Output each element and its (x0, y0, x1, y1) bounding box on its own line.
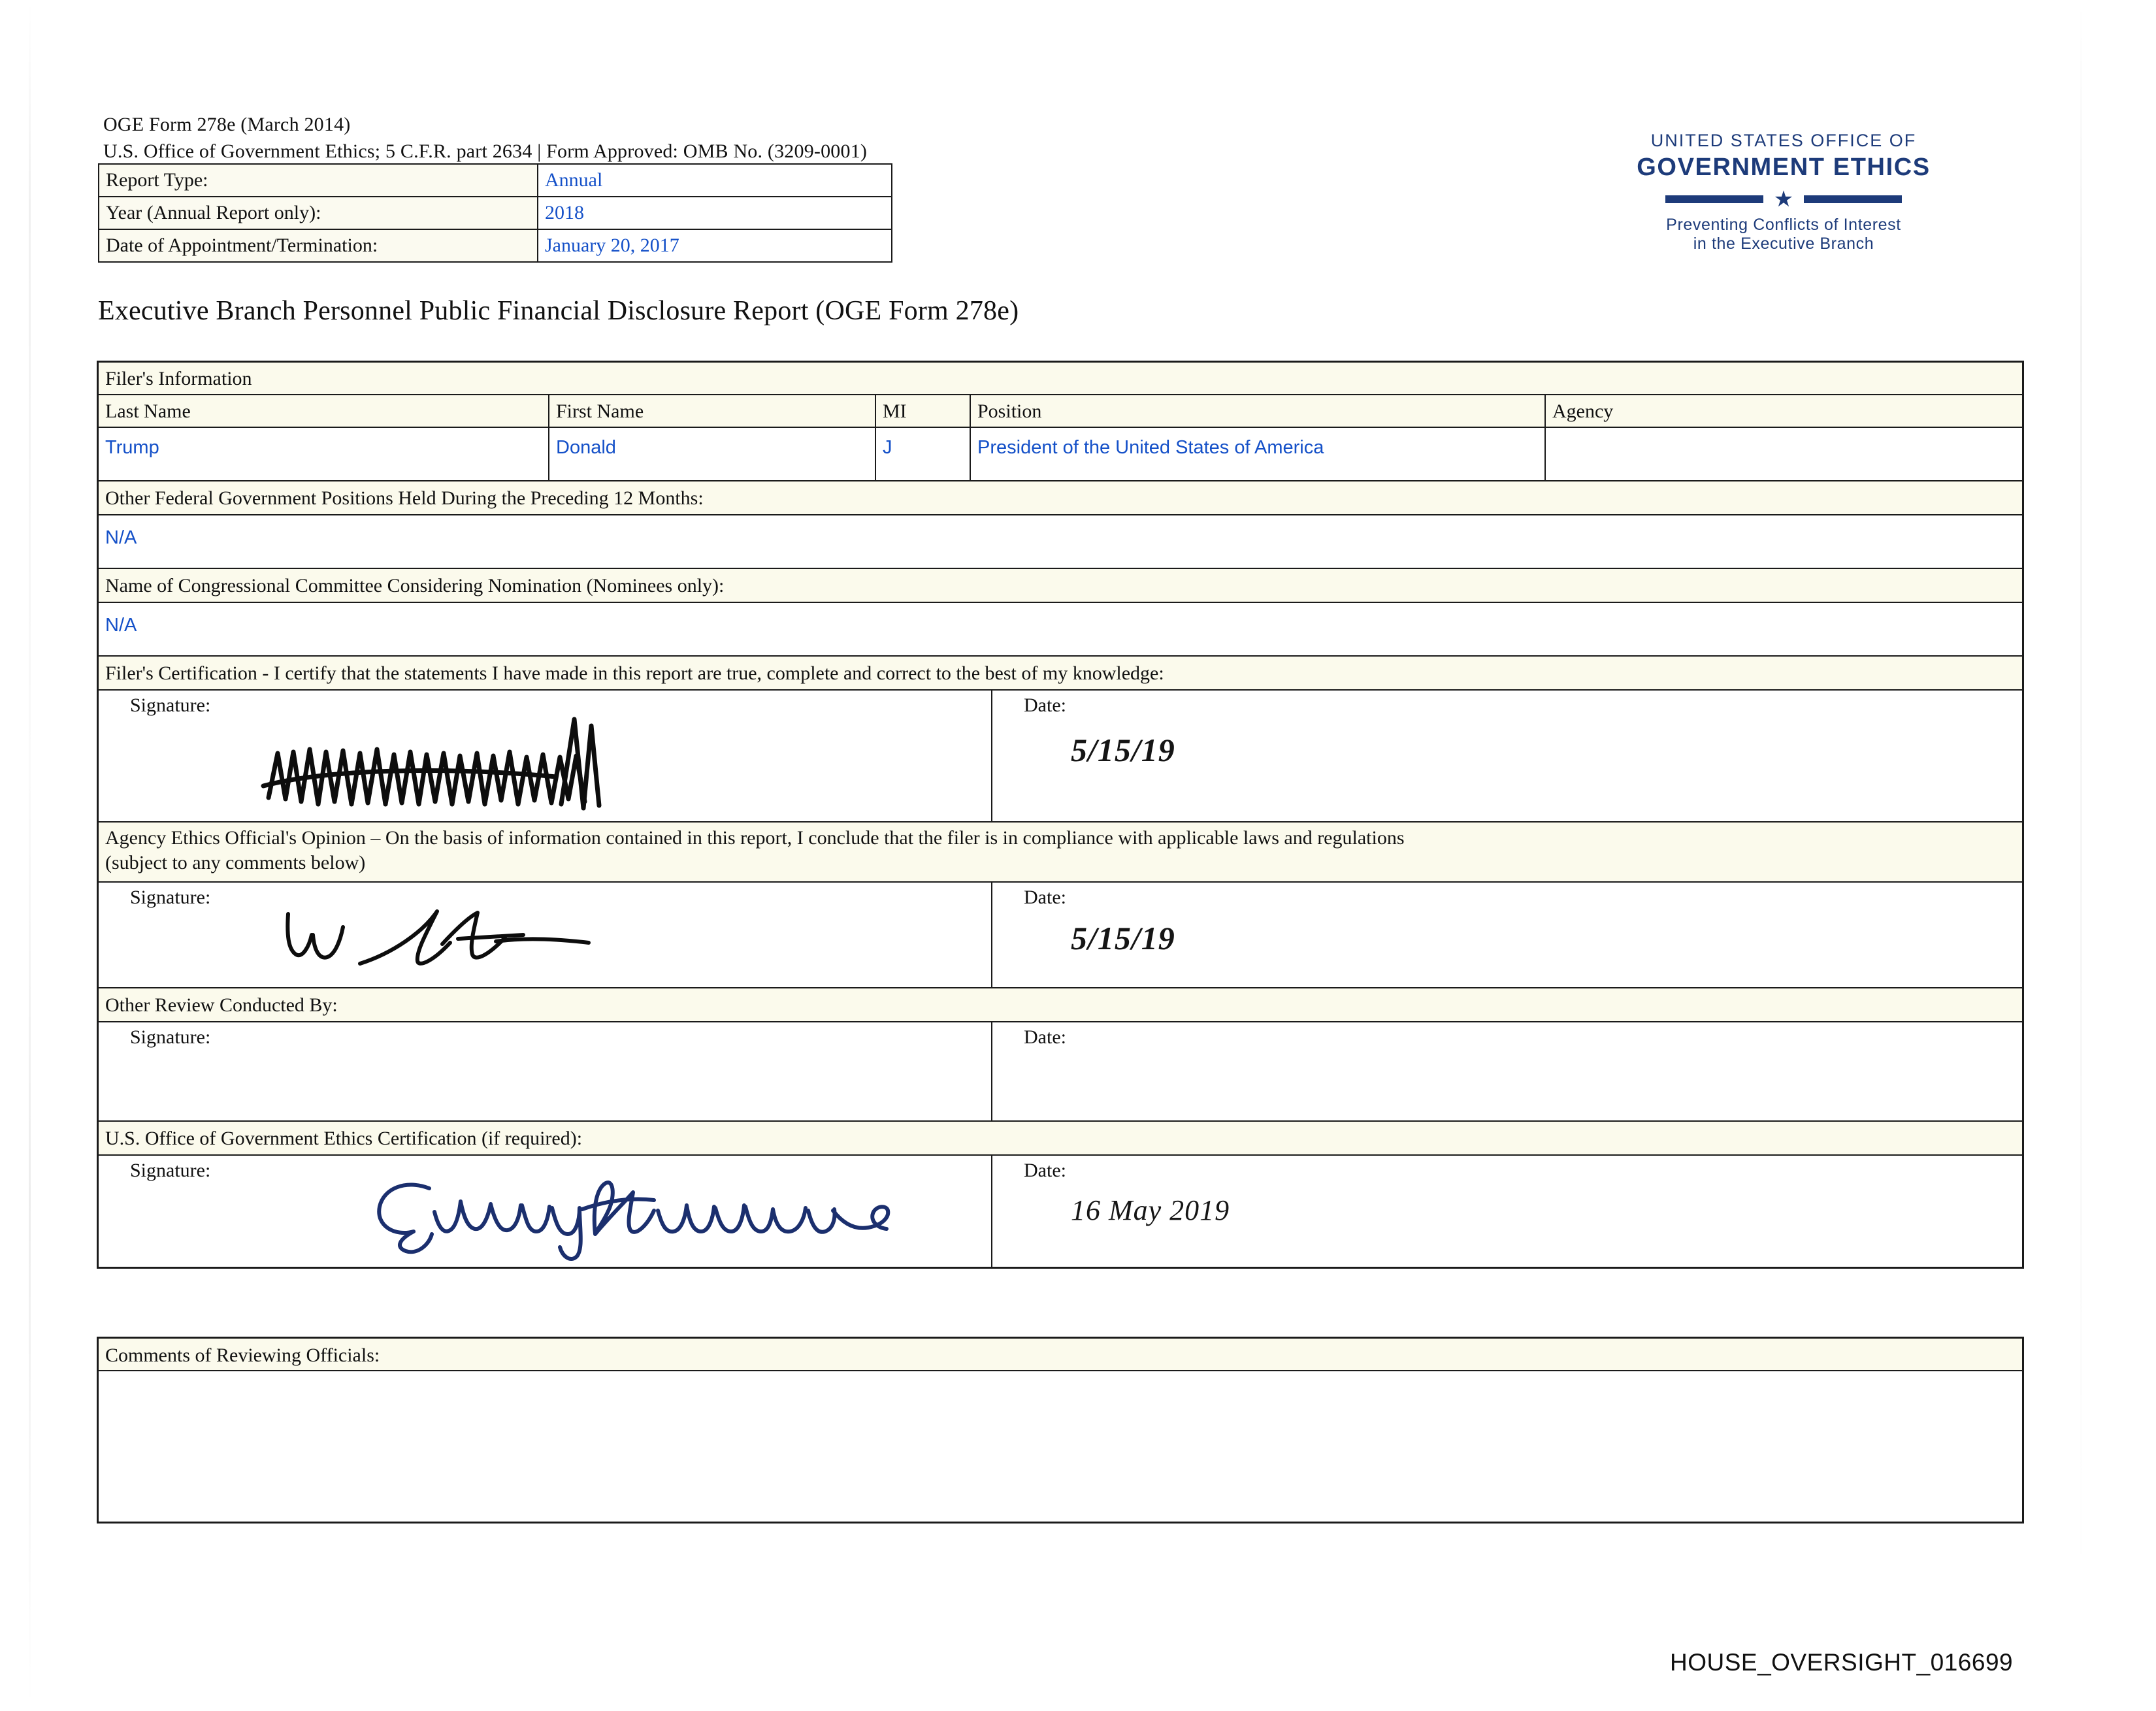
report-year-value: 2018 (538, 197, 892, 229)
report-type-value: Annual (538, 164, 892, 197)
star-icon: ★ (1773, 187, 1794, 212)
page-title: Executive Branch Personnel Public Financial Disclosure Report (OGE Form 278e) (98, 296, 1019, 326)
oge-signature-cell (99, 1156, 992, 1267)
oge-date-value: 16 May 2019 (1071, 1194, 1230, 1226)
column-header-position: Position (971, 395, 1546, 427)
agency-signature-image (262, 901, 641, 979)
filers-information-title: Filer's Information (105, 368, 252, 389)
other-review-date-cell (992, 1022, 2022, 1120)
filer-column-header-row (99, 395, 2022, 428)
agency-signature-label: Signature: (130, 887, 211, 908)
bates-number: HOUSE_OVERSIGHT_016699 (1670, 1649, 2014, 1676)
oge-rule-right-bar (1804, 195, 1902, 203)
filer-agency-value (1546, 428, 2022, 480)
filer-certification-label-row (99, 657, 2022, 691)
comments-section (97, 1337, 2024, 1524)
report-year-label: Year (Annual Report only): (99, 197, 538, 229)
other-review-signature-label: Signature: (130, 1026, 211, 1048)
oge-rule-left-bar (1665, 195, 1763, 203)
filer-certification-label: Filer's Certification - I certify that the statements I have made in this report are true, complete and correct to the best of my knowledge: (105, 662, 1164, 684)
other-positions-label: Other Federal Government Positions Held During the Preceding 12 Months: (105, 487, 704, 509)
filer-signature-label: Signature: (130, 694, 211, 716)
oge-seal-line1: UNITED STATES OFFICE OF (1650, 131, 1917, 150)
filers-information-header-row (99, 363, 2022, 395)
other-review-signature-cell (99, 1022, 992, 1120)
agency-date-cell (992, 883, 2022, 987)
oge-seal-line4: in the Executive Branch (1693, 235, 1874, 253)
other-review-signature-row (99, 1022, 2022, 1122)
agency-date-value: 5/15/19 (1071, 920, 1175, 956)
oge-certification-label-row (99, 1122, 2022, 1156)
agency-opinion-label (99, 823, 2022, 881)
other-positions-label-row (99, 481, 2022, 515)
table-row (99, 229, 892, 262)
filer-date-value: 5/15/19 (1071, 732, 1175, 768)
form-approval-line: U.S. Office of Government Ethics; 5 C.F.R. part 2634 | Form Approved: OMB No. (3209-0001) (103, 140, 868, 162)
oge-seal-line2: GOVERNMENT ETHICS (1637, 154, 1931, 181)
oge-date-cell (992, 1156, 2022, 1267)
filer-first-name-value: Donald (549, 428, 876, 480)
other-review-date-label: Date: (1024, 1026, 1066, 1048)
comments-value (99, 1371, 2022, 1522)
oge-signature-row (99, 1156, 2022, 1267)
column-header-first-name: First Name (549, 395, 876, 427)
comments-label: Comments of Reviewing Officials: (99, 1339, 2022, 1371)
filer-signature-image (249, 706, 654, 824)
column-header-last-name: Last Name (99, 395, 549, 427)
report-type-label: Report Type: (99, 164, 538, 197)
agency-signature-cell (99, 883, 992, 987)
appointment-date-label: Date of Appointment/Termination: (99, 229, 538, 262)
agency-opinion-label-row (99, 823, 2022, 883)
filer-signature-cell (99, 691, 992, 821)
appointment-date-value: January 20, 2017 (538, 229, 892, 262)
other-review-label: Other Review Conducted By: (105, 994, 338, 1016)
table-row (99, 197, 892, 229)
agency-opinion-line1: Agency Ethics Official's Opinion – On the basis of information contained in this report, I conclude that the filer is in compliance with applicable laws and regulations (105, 827, 1405, 849)
agency-date-label: Date: (1024, 887, 1066, 908)
committee-value: N/A (105, 615, 137, 636)
oge-date-label: Date: (1024, 1160, 1066, 1181)
committee-label: Name of Congressional Committee Considering Nomination (Nominees only): (105, 575, 725, 596)
filer-date-cell (992, 691, 2022, 821)
scan-edge-left (29, 0, 31, 1711)
filer-position-value: President of the United States of America (971, 428, 1546, 480)
filer-signature-row (99, 691, 2022, 823)
other-positions-value: N/A (105, 527, 137, 548)
oge-signature-image (367, 1171, 909, 1263)
filer-mi-value: J (876, 428, 971, 480)
oge-certification-label: U.S. Office of Government Ethics Certification (if required): (105, 1128, 583, 1149)
agency-opinion-line2: (subject to any comments below) (105, 851, 366, 873)
oge-signature-label: Signature: (130, 1160, 211, 1181)
scan-edge-right (2080, 0, 2082, 1594)
filer-date-label: Date: (1024, 694, 1066, 716)
other-positions-value-row (99, 515, 2022, 569)
committee-label-row (99, 569, 2022, 603)
column-header-agency: Agency (1552, 400, 1614, 422)
oge-seal-rule (1594, 188, 1973, 210)
disclosure-form-table (97, 361, 2024, 1269)
oge-seal-line3: Preventing Conflicts of Interest (1666, 216, 1901, 234)
table-row (99, 164, 892, 197)
form-number-line: OGE Form 278e (March 2014) (103, 114, 351, 135)
committee-value-row (99, 603, 2022, 657)
agency-signature-row (99, 883, 2022, 988)
other-review-label-row (99, 988, 2022, 1022)
filer-last-name-value: Trump (99, 428, 549, 480)
column-header-mi: MI (876, 395, 971, 427)
report-meta-table (98, 163, 892, 263)
oge-seal-block (1594, 131, 1973, 253)
filer-data-row (99, 428, 2022, 481)
